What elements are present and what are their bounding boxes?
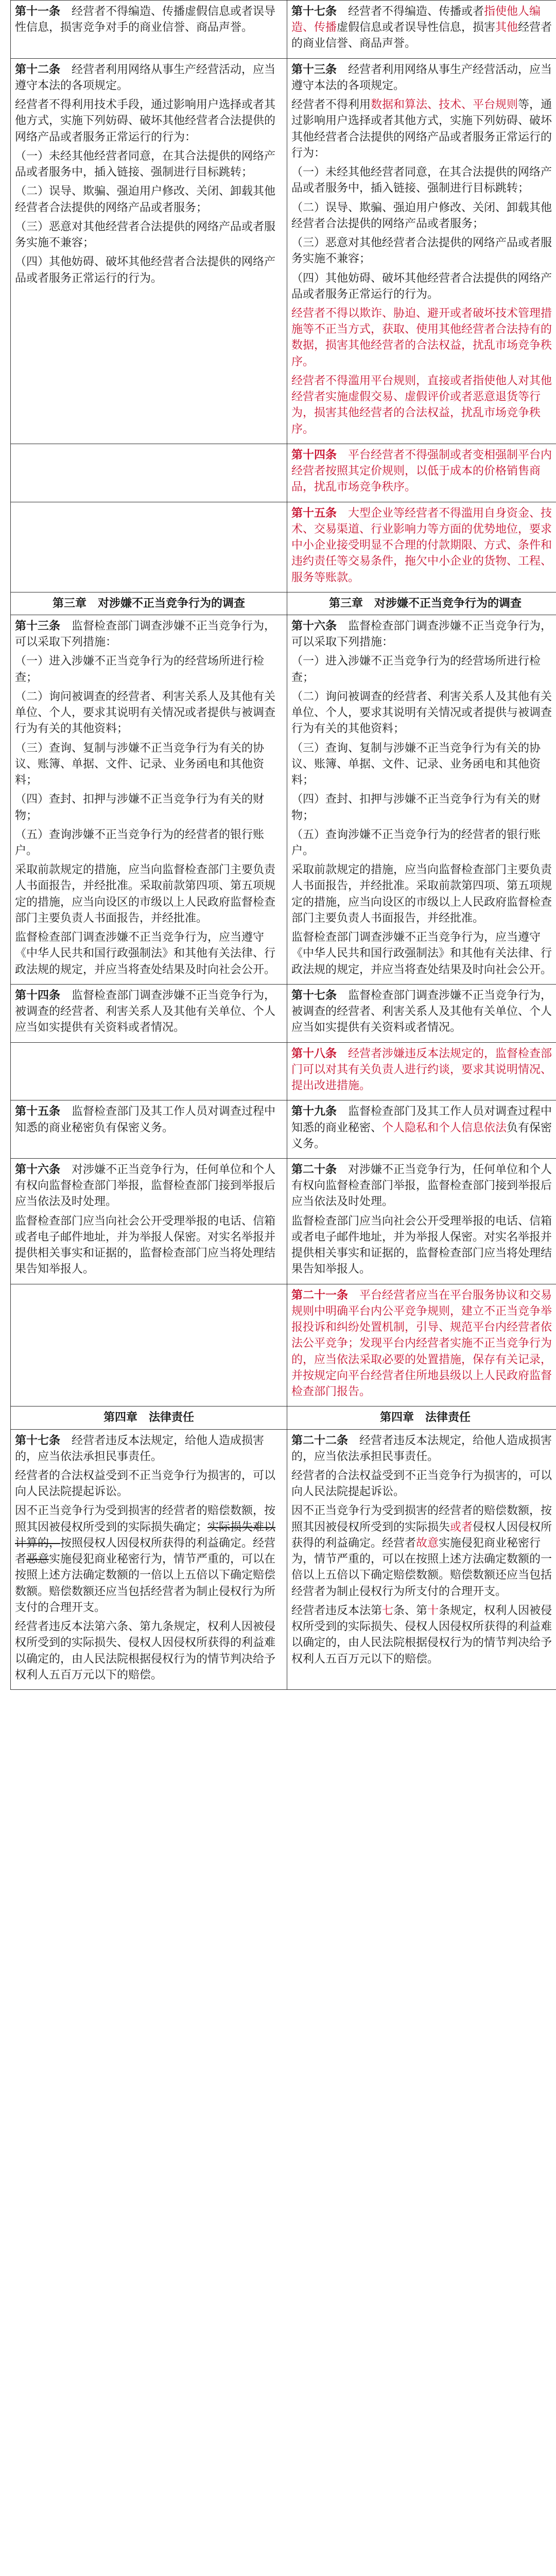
text-run: 虚假信息或者误导性信息，损害 — [337, 21, 496, 35]
article-row — [11, 58, 556, 444]
text-run: 经营者违反本法第 — [291, 1604, 383, 1617]
article-number: 第十八条 — [291, 1046, 337, 1060]
paragraph — [291, 505, 556, 586]
paragraph — [291, 1213, 556, 1278]
text-run: 等，通过影响用户选择或者其他方式，实施下列妨碍、破坏其他经营者合法提供的网络产品或者服务正常运行的行为： — [291, 98, 552, 160]
paragraph — [291, 270, 556, 302]
article-row — [11, 615, 556, 984]
old-law-cell — [11, 58, 287, 444]
comparison-table-body — [11, 1, 556, 1690]
text-run: （一）未经其他经营者同意，在其合法提供的网络产品或者服务中，插入链接、强制进行目标跳转； — [291, 166, 552, 195]
text-run: 经营者涉嫌违反本法规定的，监督检查部门可以对其有关负责人进行约谈，要求其说明情况、提出改进措施。 — [291, 1047, 552, 1093]
text-run: 数据和算法、技术、平台规则 — [371, 98, 518, 112]
paragraph — [15, 148, 283, 180]
text-run: 经营者的合法权益受到不正当竞争行为损害的，可以向人民法院提起诉讼。 — [291, 1469, 552, 1499]
text-run: 或者 — [450, 1520, 473, 1534]
paragraph — [291, 306, 556, 370]
paragraph — [15, 653, 283, 685]
text-run: 个人隐私和个人信息依法 — [382, 1121, 507, 1134]
article-number: 第十四条 — [15, 988, 61, 1002]
old-law-cell — [11, 502, 287, 592]
old-law-cell — [11, 1, 287, 59]
new-law-cell — [287, 984, 556, 1042]
article-row — [11, 1429, 556, 1690]
paragraph — [15, 862, 283, 926]
text-run: （四）其他妨碍、破坏其他经营者合法提供的网络产品或者服务正常运行的行为。 — [15, 256, 276, 285]
new-law-cell — [287, 1159, 556, 1284]
text-run: （二）询问被调查的经营者、利害关系人及其他有关单位、个人，要求其说明有关情况或者提供与被调查行为有关的其他资料； — [15, 690, 276, 736]
paragraph — [15, 740, 283, 789]
text-run: 恶意 — [26, 1553, 49, 1566]
paragraph — [291, 862, 556, 926]
text-run: 经营者不得利用技术手段，通过影响用户选择或者其他方式，实施下列妨碍、破坏其他经营者合法提供的网络产品或者服务正常运行的行为： — [15, 98, 276, 144]
text-run: （三）查询、复制与涉嫌不正当竞争行为有关的协议、账簿、单据、文件、记录、业务函电和其他资料； — [291, 741, 541, 787]
paragraph — [291, 653, 556, 685]
paragraph — [15, 1162, 283, 1210]
text-run: 七 — [382, 1604, 394, 1617]
text-run: 监督检查部门及其工作人员对调查过程中知悉的商业秘密、 — [291, 1105, 552, 1134]
article-row — [11, 984, 556, 1042]
paragraph — [291, 97, 556, 161]
article-number: 第十五条 — [291, 506, 337, 520]
new-law-cell — [287, 1100, 556, 1159]
article-number: 第十一条 — [15, 5, 61, 18]
article-number: 第十七条 — [291, 988, 337, 1002]
text-run: 监督检查部门调查涉嫌不正当竞争行为，应当遵守《中华人民共和国行政强制法》和其他有关法律、行政法规的规定，并应当将查处结果及时向社会公开。 — [15, 931, 276, 976]
text-run: 平台经营者应当在平台服务协议和交易规则中明确平台内公平竞争规则，建立不正当竞争举报投诉和纠纷处置机制，引导、规范平台内经营者依法公平竞争；发现平台内经营者实施不正当竞争行为的，应当依法采取必要的处置措施，保存有关记录，并按规定向平台经营者住所地县级以上人民政府监督检查部门报告。 — [291, 1289, 552, 1399]
text-run: 实施侵犯商业秘密行为，情节严重的，可以在按照上述方法确定数额的一倍以上五倍以下确定赔偿数额。赔偿数额还应当包括经营者为制止侵权行为所支付的合理开支。 — [291, 1536, 552, 1598]
text-run: （四）查封、扣押与涉嫌不正当竞争行为有关的财物； — [291, 793, 541, 822]
article-number: 第二十条 — [291, 1163, 337, 1176]
old-law-cell — [11, 1429, 287, 1690]
article-row — [11, 1100, 556, 1159]
text-run: 经营者违反本法规定，给他人造成损害的，应当依法承担民事责任。 — [15, 1434, 265, 1463]
text-run: 监督检查部门及其工作人员对调查过程中知悉的商业秘密负有保密义务。 — [15, 1105, 276, 1134]
text-run: 经营者违反本法第六条、第九条规定，权利人因被侵权所受到的实际损失、侵权人因侵权所获得的利益难以确定的，由人民法院根据侵权行为的情节判决给予权利人五百万元以下的赔偿。 — [15, 1620, 276, 1682]
paragraph — [15, 791, 283, 823]
text-run: （五）查询涉嫌不正当竞争行为的经营者的银行账户。 — [15, 828, 265, 858]
text-run: 监督检查部门调查涉嫌不正当竞争行为，应当遵守《中华人民共和国行政强制法》和其他有关法律、行政法规的规定，并应当将查处结果及时向社会公开。 — [291, 931, 552, 976]
paragraph — [291, 827, 556, 859]
old-law-cell — [11, 615, 287, 984]
paragraph — [291, 988, 556, 1036]
paragraph — [291, 235, 556, 267]
old-law-cell — [11, 444, 287, 502]
article-number: 第十三条 — [15, 619, 61, 633]
text-run: （三）恶意对其他经营者合法提供的网络产品或者服务实施不兼容； — [291, 236, 552, 266]
article-number: 第二十二条 — [291, 1433, 349, 1447]
paragraph — [291, 1046, 556, 1094]
new-law-cell — [287, 444, 556, 502]
paragraph — [291, 1287, 556, 1400]
article-row — [11, 1, 556, 59]
paragraph — [291, 740, 556, 789]
text-run: 经营者的商业信誉、商品声誉。 — [291, 21, 552, 50]
text-run: （三）恶意对其他经营者合法提供的网络产品或者服务实施不兼容； — [15, 220, 276, 250]
text-run: （二）误导、欺骗、强迫用户修改、关闭、卸载其他经营者合法提供的网络产品或者服务； — [291, 201, 552, 230]
new-chapter-heading: 第三章 对涉嫌不正当竞争行为的调查 — [287, 592, 556, 615]
text-run: 采取前款规定的措施，应当向监督检查部门主要负责人书面报告，并经批准。采取前款第四项、第五项规定的措施，应当向设区的市级以上人民政府监督检查部门主要负责人书面报告，并经批准。 — [15, 863, 276, 925]
old-law-cell — [11, 1100, 287, 1159]
new-chapter-heading: 第四章 法律责任 — [287, 1406, 556, 1429]
comparison-document — [10, 0, 552, 1690]
text-run: 侵权人因侵权所获得的利益确定。经营者 — [291, 1520, 552, 1550]
text-run: 按照侵权人因侵权所获得的利益确定。经营者 — [15, 1536, 276, 1566]
text-run: 条、第 — [393, 1604, 428, 1617]
paragraph — [291, 164, 556, 196]
paragraph — [15, 1104, 283, 1136]
paragraph — [15, 929, 283, 978]
old-law-cell — [11, 984, 287, 1042]
article-number: 第十四条 — [291, 448, 337, 462]
text-run: 经营者利用网络从事生产经营活动，应当遵守本法的各项规定。 — [15, 63, 276, 92]
text-run: （一）进入涉嫌不正当竞争行为的经营场所进行检查； — [291, 655, 541, 684]
text-run: 监督检查部门调查涉嫌不正当竞争行为，可以采取下列措施： — [15, 619, 276, 649]
new-law-cell — [287, 502, 556, 592]
text-run: （五）查询涉嫌不正当竞争行为的经营者的银行账户。 — [291, 828, 541, 858]
text-run: 经营者不得利用 — [291, 98, 371, 112]
text-run: 条规定，权利人因被侵权所受到的实际损失、侵权人因侵权所获得的利益难以确定的，由人民法院根据侵权行为的情节判决给予权利人五百万元以下的赔偿。 — [291, 1604, 552, 1666]
paragraph — [15, 97, 283, 145]
text-run: 监督检查部门调查涉嫌不正当竞争行为，被调查的经营者、利害关系人及其他有关单位、个人应当如实提供有关资料或者情况。 — [15, 989, 276, 1035]
paragraph — [291, 1603, 556, 1667]
paragraph — [15, 4, 283, 36]
new-law-cell — [287, 58, 556, 444]
article-number: 第十三条 — [291, 62, 337, 76]
text-run: 监督检查部门应当向社会公开受理举报的电话、信箱或者电子邮件地址，并为举报人保密。对实名举报并提供相关事实和证据的，监督检查部门应当将处理结果告知举报人。 — [15, 1214, 276, 1276]
text-run: 监督检查部门调查涉嫌不正当竞争行为，可以采取下列措施： — [291, 619, 552, 649]
article-row — [11, 1284, 556, 1406]
paragraph — [291, 1503, 556, 1599]
old-law-cell — [11, 1159, 287, 1284]
paragraph — [291, 791, 556, 823]
text-run: 指使他人编造、传播 — [291, 5, 541, 35]
old-law-cell — [11, 1284, 287, 1406]
article-row — [11, 1159, 556, 1284]
text-run: 经营者不得以欺诈、胁迫、避开或者破坏技术管理措施等不正当方式，获取、使用其他经营者合法持有的数据，损害其他经营者的合法权益，扰乱市场竞争秩序。 — [291, 307, 552, 368]
text-run: 因不正当竞争行为受到损害的经营者的赔偿数额，按照其因被侵权所受到的实际损失 — [291, 1504, 552, 1534]
paragraph — [15, 827, 283, 859]
paragraph — [15, 254, 283, 286]
paragraph — [15, 1619, 283, 1683]
paragraph — [15, 219, 283, 251]
text-run: 实际损失难以计算的， — [15, 1520, 276, 1550]
text-run: （二）询问被调查的经营者、利害关系人及其他有关单位、个人，要求其说明有关情况或者提供与被调查行为有关的其他资料； — [291, 690, 552, 736]
old-chapter-heading: 第四章 法律责任 — [11, 1406, 287, 1429]
paragraph — [291, 4, 556, 52]
paragraph — [291, 200, 556, 232]
text-run: 平台经营者不得强制或者变相强制平台内经营者按照其定价规则，以低于成本的价格销售商品，扰乱市场竞争秩序。 — [291, 448, 552, 494]
text-run: 其他 — [495, 21, 518, 35]
text-run: 对涉嫌不正当竞争行为，任何单位和个人有权向监督检查部门举报，监督检查部门接到举报后应当依法及时处理。 — [15, 1163, 276, 1209]
article-row — [11, 444, 556, 502]
text-run: （四）查封、扣押与涉嫌不正当竞争行为有关的财物； — [15, 793, 265, 822]
text-run: 大型企业等经营者不得滥用自身资金、技术、交易渠道、行业影响力等方面的优势地位，要求中小企业接受明显不合理的付款期限、方式、条件和违约责任等交易条件，拖欠中小企业的货物、工程、服务等账款。 — [291, 506, 552, 584]
text-run: （二）误导、欺骗、强迫用户修改、关闭、卸载其他经营者合法提供的网络产品或者服务； — [15, 185, 276, 214]
chapter-heading-row — [11, 1406, 556, 1429]
text-run: （一）进入涉嫌不正当竞争行为的经营场所进行检查； — [15, 655, 265, 684]
paragraph — [291, 1104, 556, 1152]
text-run: （一）未经其他经营者同意，在其合法提供的网络产品或者服务中，插入链接、强制进行目标跳转； — [15, 149, 276, 179]
paragraph — [291, 373, 556, 437]
text-run: 十 — [427, 1604, 439, 1617]
text-run: 经营者不得编造、传播虚假信息或者误导性信息，损害竞争对手的商业信誉、商品声誉。 — [15, 5, 276, 35]
text-run: 经营者不得编造、传播或者 — [337, 5, 484, 18]
paragraph — [291, 1433, 556, 1465]
paragraph — [291, 618, 556, 650]
text-run: 监督检查部门调查涉嫌不正当竞争行为，被调查的经营者、利害关系人及其他有关单位、个人应当如实提供有关资料或者情况。 — [291, 989, 552, 1035]
text-run: 监督检查部门应当向社会公开受理举报的电话、信箱或者电子邮件地址，并为举报人保密。对实名举报并提供相关事实和证据的，监督检查部门应当将处理结果告知举报人。 — [291, 1214, 552, 1276]
new-law-cell — [287, 1284, 556, 1406]
paragraph — [15, 1433, 283, 1465]
text-run: 经营者利用网络从事生产经营活动，应当遵守本法的各项规定。 — [291, 63, 552, 92]
text-run: （三）查询、复制与涉嫌不正当竞争行为有关的协议、账簿、单据、文件、记录、业务函电和其他资料； — [15, 741, 265, 787]
text-run: 故意 — [416, 1536, 439, 1550]
paragraph — [291, 1162, 556, 1210]
old-chapter-heading: 第三章 对涉嫌不正当竞争行为的调查 — [11, 592, 287, 615]
text-run: 经营者的合法权益受到不正当竞争行为损害的，可以向人民法院提起诉讼。 — [15, 1469, 276, 1499]
paragraph — [15, 1503, 283, 1616]
paragraph — [15, 689, 283, 737]
text-run: 因不正当竞争行为受到损害的经营者的赔偿数额，按照其因被侵权所受到的实际损失确定； — [15, 1504, 276, 1534]
text-run: （四）其他妨碍、破坏其他经营者合法提供的网络产品或者服务正常运行的行为。 — [291, 272, 552, 301]
text-run: 对涉嫌不正当竞争行为，任何单位和个人有权向监督检查部门举报，监督检查部门接到举报后应当依法及时处理。 — [291, 1163, 552, 1209]
article-number: 第十五条 — [15, 1105, 61, 1118]
paragraph — [291, 447, 556, 496]
new-law-cell — [287, 1, 556, 59]
text-run: 经营者不得滥用平台规则，直接或者指使他人对其他经营者实施虚假交易、虚假评价或者恶意退货等行为，损害其他经营者的合法权益，扰乱市场竞争秩序。 — [291, 374, 552, 436]
chapter-heading-row — [11, 592, 556, 615]
paragraph — [15, 1468, 283, 1500]
paragraph — [15, 988, 283, 1036]
new-law-cell — [287, 615, 556, 984]
paragraph — [15, 183, 283, 215]
paragraph — [291, 929, 556, 978]
new-law-cell — [287, 1429, 556, 1690]
paragraph — [15, 618, 283, 650]
article-number: 第十六条 — [15, 1163, 61, 1176]
paragraph — [291, 1468, 556, 1500]
article-number: 第十七条 — [291, 5, 337, 18]
paragraph — [15, 1213, 283, 1278]
old-law-cell — [11, 1042, 287, 1100]
article-number: 第二十一条 — [291, 1288, 349, 1302]
article-row — [11, 1042, 556, 1100]
article-number: 第十六条 — [291, 619, 337, 633]
article-number: 第十二条 — [15, 62, 61, 76]
paragraph — [291, 689, 556, 737]
text-run: 经营者违反本法规定，给他人造成损害的，应当依法承担民事责任。 — [291, 1434, 552, 1463]
new-law-cell — [287, 1042, 556, 1100]
text-run: 实施侵犯商业秘密行为，情节严重的，可以在按照上述方法确定数额的一倍以上五倍以下确定赔偿数额。赔偿数额还应当包括经营者为制止侵权行为所支付的合理开支。 — [15, 1553, 276, 1614]
text-run: 采取前款规定的措施，应当向监督检查部门主要负责人书面报告，并经批准。采取前款第四项、第五项规定的措施，应当向设区的市级以上人民政府监督检查部门主要负责人书面报告，并经批准。 — [291, 863, 552, 925]
text-run: 负有保密义务。 — [291, 1121, 552, 1150]
paragraph — [15, 62, 283, 94]
article-row — [11, 502, 556, 592]
paragraph — [291, 62, 556, 94]
article-number: 第十九条 — [291, 1105, 337, 1118]
comparison-table — [10, 0, 556, 1690]
article-number: 第十七条 — [15, 1433, 61, 1447]
